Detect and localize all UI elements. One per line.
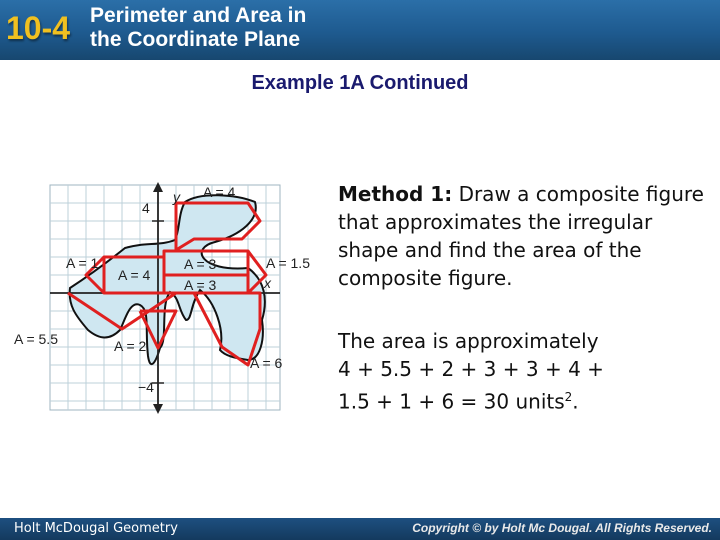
- area-units-exponent: 2: [564, 390, 573, 404]
- area-line3-end: .: [572, 389, 579, 414]
- lesson-title: [90, 4, 306, 52]
- area-line3-main: 1.5 + 1 + 6 = 30 units: [338, 389, 565, 414]
- tick-4-label: 4: [142, 200, 150, 216]
- lesson-number: 10-4: [6, 10, 71, 46]
- label-a6: A = 6: [250, 355, 283, 371]
- label-a3-upper: A = 3: [184, 256, 217, 272]
- label-a15: A = 1.5: [266, 255, 310, 271]
- label-a55: A = 5.5: [14, 331, 58, 347]
- label-a1: A = 1: [66, 255, 99, 271]
- axis-y-label: y: [173, 189, 180, 205]
- area-line2: 4 + 5.5 + 2 + 3 + 3 + 4 +: [338, 357, 604, 381]
- area-paragraph: [338, 327, 708, 416]
- label-a2: A = 2: [114, 338, 147, 354]
- coordinate-figure: [10, 180, 325, 415]
- tick-neg4-label: −4: [138, 379, 154, 395]
- method-text: Draw a composite figure that approximates the irregular shape and find the area of the composite figure.: [338, 182, 704, 290]
- example-subtitle: Example 1A Continued: [251, 72, 469, 94]
- footer-publisher: Holt McDougal Geometry: [14, 521, 178, 536]
- label-a4-top: A = 4: [203, 184, 236, 200]
- footer-bar: [0, 518, 720, 540]
- method-heading: Method 1:: [338, 182, 453, 206]
- footer-copyright: Copyright © by Holt Mc Dougal. All Rights Reserved.: [412, 521, 712, 535]
- header-bar: [0, 0, 720, 60]
- lesson-title-line1: Perimeter and Area in: [90, 4, 307, 27]
- label-a4-mid: A = 4: [118, 267, 151, 283]
- method-paragraph: [338, 180, 708, 292]
- area-line1: The area is approximately: [338, 329, 599, 353]
- axis-x-label: x: [264, 275, 271, 291]
- area-line3: [338, 383, 708, 416]
- label-a3-lower: A = 3: [184, 277, 217, 293]
- lesson-title-line2: the Coordinate Plane: [90, 28, 301, 51]
